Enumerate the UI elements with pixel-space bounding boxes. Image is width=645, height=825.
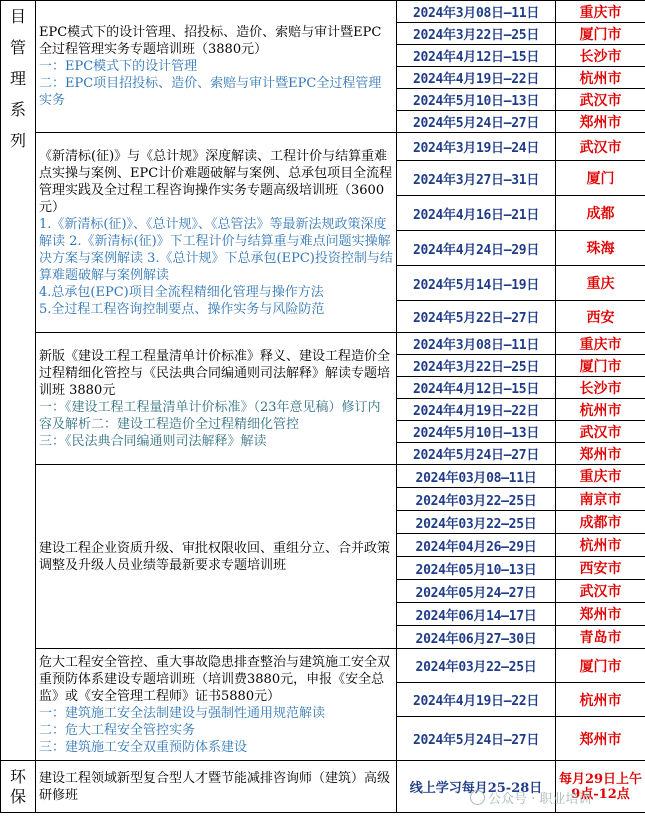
session-row	[1, 133, 645, 161]
session-date: 2024年5月10日—13日	[397, 421, 556, 443]
course-cell	[36, 761, 397, 813]
course-cell	[36, 133, 397, 333]
session-date: 2024年5月24日—27日	[397, 717, 556, 761]
course-cell	[36, 1, 397, 133]
course-title: 建设工程企业资质升级、审批权限收回、重组分立、合并政策调整及升级人员业绩等最新要求专题培训班	[39, 540, 391, 573]
session-city: 杭州市	[556, 67, 645, 89]
course-title: 危大工程安全管控、重大事故隐患排查整治与建筑施工安全双重预防体系建设专题培训班（培训费3880元，申报《安全总监》或《安全管理工程师》证书5880元）	[39, 654, 391, 704]
online-schedule: 线上学习每月25-28日	[397, 761, 556, 813]
session-city: 厦门市	[556, 23, 645, 45]
category-char: 保	[9, 786, 26, 806]
session-date: 2024年4月19日—22日	[397, 399, 556, 421]
course-subtopic: 4.总承包(EPC)项目全流程精细化管理与操作方法	[39, 284, 324, 300]
course-title: 《新清标(征)》与《总计规》深度解读、工程计价与结算重难点实操与案例、EPC计价难题破解与案例、总承包项目全流程管理实践及全过程工程咨询操作实务专题高级培训班（3600元）	[39, 148, 393, 215]
course-subtopic: 一：《建设工程工程量清单计价标准》（23年意见稿）修订内容及解析二：建设工程造价全过程精细化管控	[39, 399, 381, 432]
session-city: 武汉市	[556, 89, 645, 111]
session-date: 2024年5月24日—27日	[397, 111, 556, 133]
session-date: 2024年4月19日—22日	[397, 683, 556, 717]
course-subtopic: 三：《民法典合同编通则司法解释》解读	[39, 433, 267, 449]
session-city: 成都	[556, 196, 645, 231]
session-row	[1, 649, 645, 683]
session-city: 重庆市	[556, 1, 645, 23]
course-subtopic: 三：建筑施工安全双重预防体系建设	[39, 739, 248, 755]
course-cell	[36, 333, 397, 465]
course-title: EPC模式下的设计管理、招投标、造价、索赔与审计暨EPC全过程管理实务专题培训班（3880元）	[39, 25, 382, 57]
category-char: 环	[9, 766, 26, 786]
session-date: 2024年06月27—30日	[397, 626, 556, 649]
course-cell	[36, 649, 397, 761]
course-title: 新版《建设工程工程量清单计价标准》释义、建设工程造价全过程精细化管控与《民法典合同编通则司法解释》解读专题培训班 3880元	[39, 348, 391, 398]
wechat-icon	[470, 790, 485, 805]
session-date: 2024年4月12日—15日	[397, 45, 556, 67]
course-subtopic: 二：危大工程安全管控实务	[39, 722, 196, 738]
watermark: 公众号 · 职业培训	[470, 788, 591, 807]
session-city: 西安	[556, 301, 645, 333]
session-date: 2024年5月14日—19日	[397, 266, 556, 301]
category-char: 目	[9, 7, 26, 26]
course-subtopic: 一：EPC模式下的设计管理	[39, 59, 198, 74]
session-city: 郑州市	[556, 603, 645, 626]
session-date: 2024年03月22—25日	[397, 488, 556, 511]
category-cell	[1, 1, 36, 761]
category-char: 列	[9, 131, 26, 150]
course-subtopic: 一：建筑施工安全法制建设与强制性通用规范解读	[39, 705, 326, 721]
session-city: 重庆市	[556, 333, 645, 355]
session-date: 2024年03月22—25日	[397, 511, 556, 534]
category-char: 理	[9, 69, 26, 88]
session-date: 2024年03月08—11日	[397, 465, 556, 488]
session-city: 郑州市	[556, 111, 645, 133]
session-row	[1, 465, 645, 488]
course-cell	[36, 465, 397, 649]
session-city: 郑州市	[556, 717, 645, 761]
session-date: 2024年4月16日—21日	[397, 196, 556, 231]
category-cell	[1, 761, 36, 813]
session-city: 西安市	[556, 557, 645, 580]
session-date: 2024年3月22日—25日	[397, 23, 556, 45]
session-city: 重庆	[556, 266, 645, 301]
session-date: 2024年3月08日—11日	[397, 333, 556, 355]
session-city: 武汉市	[556, 580, 645, 603]
session-city: 武汉市	[556, 421, 645, 443]
session-city: 重庆市	[556, 465, 645, 488]
category-char: 管	[9, 38, 26, 57]
session-date: 2024年06月14—17日	[397, 603, 556, 626]
session-city: 青岛市	[556, 626, 645, 649]
session-date: 2024年4月12日—15日	[397, 377, 556, 399]
session-date: 2024年5月22日—27日	[397, 301, 556, 333]
course-title: 建设工程领域新型复合型人才暨节能减排咨询师（建筑）高级研修班	[39, 770, 391, 803]
session-city: 郑州市	[556, 443, 645, 465]
session-date: 2024年05月10—13日	[397, 557, 556, 580]
session-city: 武汉市	[556, 133, 645, 161]
session-row	[1, 1, 645, 23]
session-date: 2024年3月27日—31日	[397, 161, 556, 196]
session-city: 南京市	[556, 488, 645, 511]
course-subtopic: 二：EPC项目招投标、造价、索赔与审计暨EPC全过程管理实务	[39, 76, 382, 108]
session-city: 珠海	[556, 231, 645, 266]
session-date: 2024年3月19日—24日	[397, 133, 556, 161]
session-date: 2024年4月19日—22日	[397, 67, 556, 89]
course-subtopic: 1.《新清标(征)》、《总计规》、《总管法》等最新法规政策深度解读 2.《新清标(征)》下工程计价与结算重与难点问题实操解决方案与案例解读 3.《总计规》下总承包(EPC)投资控制与结算难题破解与案例解读	[39, 216, 393, 283]
session-city: 成都市	[556, 511, 645, 534]
session-date: 2024年3月08日—11日	[397, 1, 556, 23]
session-date: 2024年05月24—27日	[397, 580, 556, 603]
session-city: 杭州市	[556, 399, 645, 421]
session-city: 厦门市	[556, 649, 645, 683]
session-date: 2024年03月22—25日	[397, 649, 556, 683]
session-city: 长沙市	[556, 45, 645, 67]
session-city: 长沙市	[556, 377, 645, 399]
online-time: 每月29日上午9点-12点	[556, 761, 645, 813]
session-date: 2024年3月22日—25日	[397, 355, 556, 377]
session-city: 杭州市	[556, 683, 645, 717]
course-subtopic: 5.全过程工程咨询控制要点、操作实务与风险防范	[39, 301, 325, 317]
session-row	[1, 333, 645, 355]
session-date: 2024年5月10日—13日	[397, 89, 556, 111]
session-date: 2024年5月24日—27日	[397, 443, 556, 465]
session-date: 2024年4月24日—29日	[397, 231, 556, 266]
session-city: 杭州市	[556, 534, 645, 557]
session-date: 2024年04月26—29日	[397, 534, 556, 557]
session-city: 厦门市	[556, 355, 645, 377]
session-city: 厦门	[556, 161, 645, 196]
category-char: 系	[9, 100, 26, 119]
